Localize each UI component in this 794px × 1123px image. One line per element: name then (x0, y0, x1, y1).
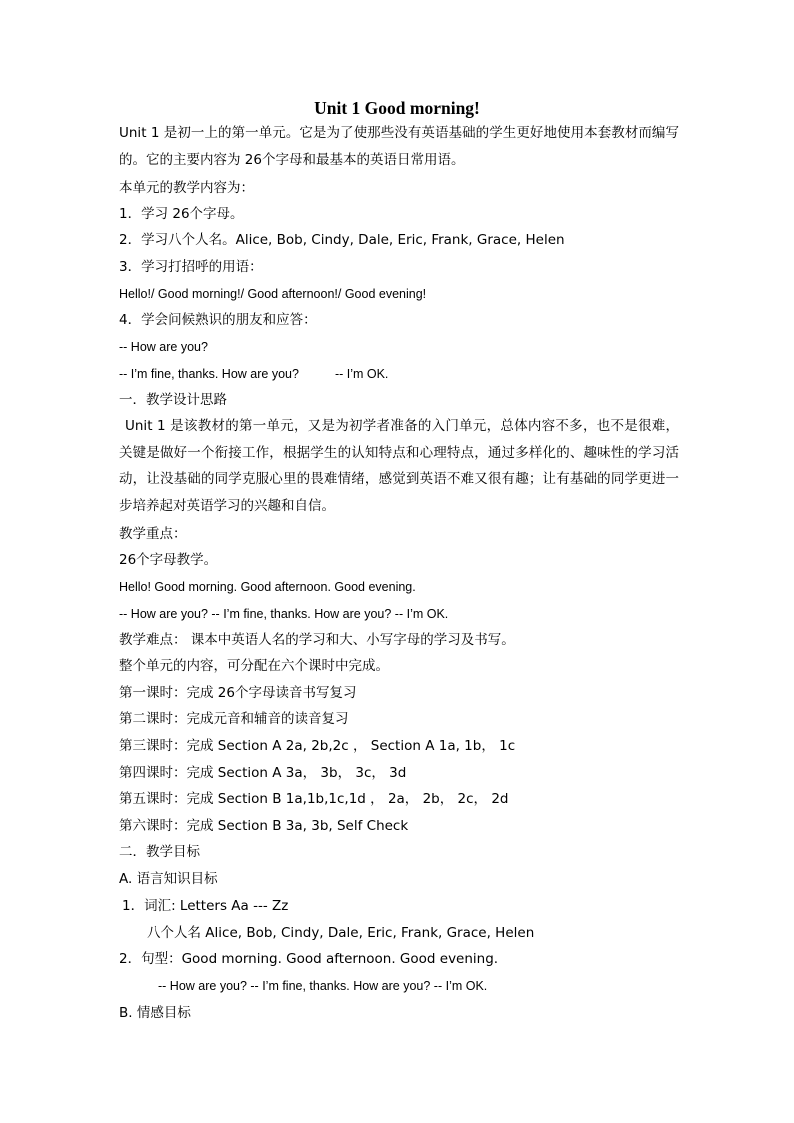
intro-paragraph: Unit 1 是初一上的第一单元。它是为了使那些没有英语基础的学生更好地使用本套教材而编写的。它的主要内容为 26个字母和最基本的英语日常用语。 (119, 125, 679, 168)
lesson-4: 第四课时：完成 Section A 3a， 3b， 3c， 3d (119, 765, 407, 781)
item-3: 3．学习打招呼的用语： (119, 259, 263, 275)
schedule-intro: 整个单元的内容，可分配在六个课时中完成。 (119, 658, 389, 674)
vocab-line: 1．词汇: Letters Aa --- Zz (122, 898, 289, 914)
item-4: 4．学会问候熟识的朋友和应答： (119, 312, 317, 328)
section-1-heading: 一．教学设计思路 (119, 392, 227, 408)
lesson-2: 第二课时：完成元音和辅音的读音复习 (119, 711, 349, 727)
sentence-pattern-line: 2．句型：Good morning. Good afternoon. Good evening. (119, 951, 499, 967)
content-heading: 本单元的教学内容为： (119, 180, 254, 196)
goal-a-heading: A. 语言知识目标 (119, 871, 218, 887)
section-2-heading: 二．教学目标 (119, 844, 200, 860)
key-point-1: 26个字母教学。 (119, 552, 218, 568)
key-heading: 教学重点： (119, 526, 187, 542)
key-point-3: -- How are you? -- I’m fine, thanks. How are you? -- I’m OK. (119, 607, 449, 621)
design-paragraph: Unit 1 是该教材的第一单元，又是为初学者准备的入门单元，总体内容不多，也不是很难，关键是做好一个衔接工作，根据学生的认知特点和心理特点，通过多样化的、趣味性的学习活动，让没基础的同学克服心里的畏难情绪，感觉到英语不难又很有趣；让有基础的同学更进一步培养起对英语学习的兴趣和自信。 (119, 418, 679, 514)
dialog-line-2-question: -- I’m fine, thanks. How are you? (119, 367, 299, 381)
page-title: Unit 1 Good morning! (314, 98, 480, 118)
lesson-5: 第五课时：完成 Section B 1a,1b,1c,1d ， 2a， 2b， 2c， 2d (119, 791, 509, 807)
dialog-line-1: -- How are you? (119, 340, 208, 354)
sentence-dialog-line: -- How are you? -- I’m fine, thanks. How are you? -- I’m OK. (158, 979, 488, 993)
greetings-line: Hello!/ Good morning!/ Good afternoon!/ Good evening! (119, 287, 427, 301)
lesson-6: 第六课时：完成 Section B 3a, 3b, Self Check (119, 818, 409, 834)
lesson-1: 第一课时：完成 26个字母读音书写复习 (119, 685, 357, 701)
lesson-3: 第三课时：完成 Section A 2a, 2b,2c ， Section A 1a, 1b， 1c (119, 738, 516, 754)
difficulty-line: 教学难点： 课本中英语人名的学习和大、小写字母的学习及书写。 (119, 632, 515, 648)
item-2: 2．学习八个人名。Alice, Bob, Cindy, Dale, Eric, Frank, Grace, Helen (119, 232, 565, 248)
item-1: 1．学习 26个字母。 (119, 206, 244, 222)
dialog-line-2-answer: -- I’m OK. (334, 367, 389, 381)
dialog-line-2 (119, 364, 388, 384)
key-point-2: Hello! Good morning. Good afternoon. Good evening. (119, 580, 416, 594)
names-line: 八个人名 Alice, Bob, Cindy, Dale, Eric, Frank, Grace, Helen (147, 925, 535, 941)
goal-b-heading: B. 情感目标 (119, 1005, 191, 1021)
